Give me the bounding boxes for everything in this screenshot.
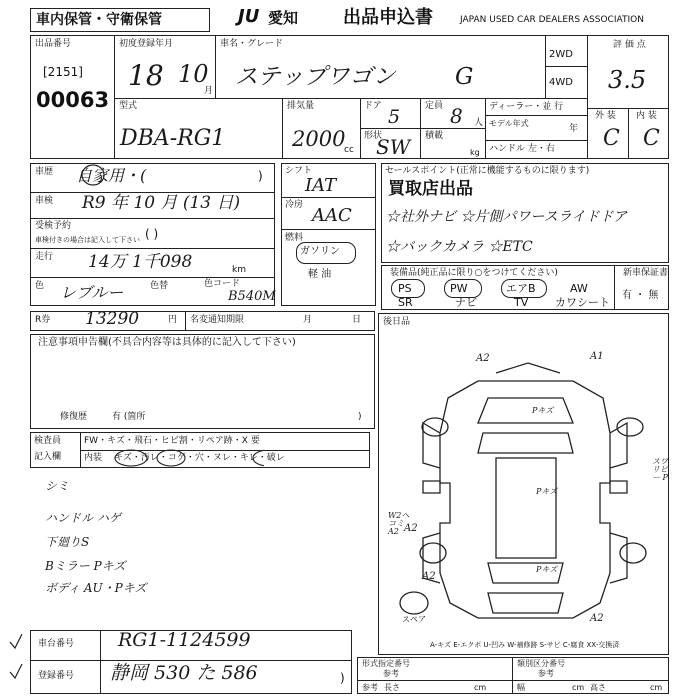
equip-pw: PW bbox=[450, 282, 468, 295]
score-label: 評 価 点 bbox=[613, 40, 646, 50]
history-circle-mark bbox=[80, 163, 106, 187]
chassis-value: RG1-1124599 bbox=[118, 629, 251, 651]
car-name-value: ステップワゴン bbox=[235, 64, 396, 90]
displacement-unit: cc bbox=[344, 145, 354, 155]
length-unit: cm bbox=[474, 683, 487, 692]
inspector-exterior-row: FW・キズ・飛石・ヒビ割・リペア跡・X 要 bbox=[84, 436, 260, 446]
sales-point-label: セールスポイント(正常に機能するものに限ります) bbox=[385, 166, 590, 176]
lot-label: 出品番号 bbox=[35, 39, 72, 49]
aircon-value: AAC bbox=[312, 205, 352, 226]
check-marks bbox=[6, 632, 26, 690]
history-value: 自家用・( bbox=[76, 166, 147, 185]
diagram-a2-bottom-right: A2 bbox=[590, 613, 604, 624]
diagram-spare-label: スペア bbox=[402, 615, 426, 624]
recycle-value: 13290 bbox=[85, 309, 140, 329]
equip-ps: PS bbox=[398, 282, 412, 295]
history-label: 車歴 bbox=[35, 167, 54, 177]
exterior-label: 外 装 bbox=[595, 111, 616, 121]
inspector-label: 検査員 bbox=[34, 436, 62, 446]
repair-close: ) bbox=[358, 412, 362, 422]
dealer-label: ディーラー・並 行 bbox=[489, 102, 564, 112]
inspection-label: 車検 bbox=[35, 196, 54, 206]
capacity-value: 8 bbox=[450, 104, 463, 128]
repair-label: 修復歴 bbox=[60, 412, 88, 422]
inspector-interior-label: 内装 bbox=[84, 453, 103, 463]
ju-logo: JU bbox=[238, 6, 260, 27]
car-name-label: 車名・グレード bbox=[220, 39, 284, 49]
class-ref: 参考 bbox=[538, 669, 554, 678]
inspector-circle-marks bbox=[114, 448, 264, 468]
type-designation-label: 形式指定番号 bbox=[362, 659, 410, 668]
warranty-value: 有 ・ 無 bbox=[622, 290, 659, 301]
notice-month: 月 bbox=[303, 315, 313, 325]
diagram-right-side-note: スワリピー P bbox=[652, 457, 668, 482]
sheet-title: 出品申込書 bbox=[343, 7, 433, 28]
notice-day: 日 bbox=[352, 315, 362, 325]
diagram-legend: A-キズ E-エクボ U-凹み W-補修跡 S-サビ C-腐食 XX-交換済 bbox=[430, 641, 620, 649]
displacement-value: 2000 bbox=[292, 127, 346, 151]
shape-label: 形状 bbox=[364, 131, 383, 141]
inspection-value: R9 年 10 月 (13 日) bbox=[82, 193, 241, 213]
storage-label: 車内保管・守衛保管 bbox=[36, 12, 162, 28]
equip-airbag: エアB bbox=[506, 282, 536, 295]
fuel-light-oil: 軽 油 bbox=[308, 269, 332, 280]
remark-line-5: ボディ AU・Pキズ bbox=[45, 581, 147, 595]
interior-label: 内 装 bbox=[636, 111, 657, 121]
sales-point-line1: ☆社外ナビ ☆片側パワースライドドア bbox=[386, 209, 627, 225]
chassis-label: 車台番号 bbox=[38, 639, 75, 649]
notice-label: 名変通知期限 bbox=[190, 315, 245, 325]
height-unit: cm bbox=[650, 683, 663, 692]
fuel-label: 燃料 bbox=[285, 233, 304, 243]
diagram-a2-bottom-left: A2 bbox=[422, 571, 436, 582]
diagram-a1-top-right: A1 bbox=[590, 351, 604, 362]
drive-4wd: 4WD bbox=[549, 77, 573, 88]
sales-point-headline: 買取店出品 bbox=[388, 179, 473, 199]
shift-label: シフト bbox=[285, 166, 313, 176]
door-label: ドア bbox=[364, 101, 382, 111]
type-ref: 参考 bbox=[383, 669, 399, 678]
car-outline-diagram bbox=[378, 313, 669, 655]
shape-value: SW bbox=[376, 135, 411, 159]
equip-leather-seat: カワシート bbox=[555, 296, 610, 309]
model-year-label: モデル年式 bbox=[489, 119, 529, 128]
lot-number: 00063 bbox=[36, 88, 110, 112]
association-english: JAPAN USED CAR DEALERS ASSOCIATION bbox=[460, 15, 644, 25]
recycle-label: R券 bbox=[35, 315, 51, 325]
first-reg-month: 10 bbox=[178, 60, 209, 88]
diagram-side-note-left: W2ヘコミ A2 bbox=[388, 511, 410, 536]
rear-label: 後日品 bbox=[383, 317, 411, 327]
remark-line-2: ハンドル ハゲ bbox=[45, 511, 121, 525]
sales-point-line2: ☆バックカメラ ☆ETC bbox=[386, 239, 533, 255]
receipt-paren: ( ) bbox=[145, 227, 159, 241]
model-label: 型式 bbox=[119, 101, 138, 111]
year-unit: 年 bbox=[569, 124, 579, 134]
color-code-value: B540M bbox=[228, 289, 276, 304]
dim-ref: 参考 bbox=[362, 683, 378, 692]
registration-close: ) bbox=[340, 671, 345, 685]
receipt-label: 受検予約 bbox=[35, 221, 72, 231]
equipment-label: 装備品(純正品に限り○をつけてください) bbox=[390, 268, 558, 278]
diagram-a2-mid-left: A2 bbox=[404, 523, 418, 534]
drive-2wd: 2WD bbox=[549, 49, 573, 60]
mileage-value: 14万 1千098 bbox=[88, 252, 193, 272]
color-label: 色 bbox=[35, 281, 45, 291]
load-unit: kg bbox=[470, 148, 480, 157]
capacity-label: 定員 bbox=[425, 101, 444, 111]
equip-navi: ナビ bbox=[455, 296, 477, 309]
fuel-gasoline: ガソリン bbox=[300, 246, 340, 257]
registration-label: 登録番号 bbox=[38, 671, 75, 681]
recycle-unit: 円 bbox=[168, 315, 178, 325]
color-code-label: 色コード bbox=[204, 279, 241, 289]
first-reg-year: 18 bbox=[128, 59, 164, 92]
exterior-grade: C bbox=[603, 126, 620, 151]
width-unit: cm bbox=[572, 683, 585, 692]
color-value: レブルー bbox=[60, 283, 124, 302]
diagram-pkizu-bottom: Pキズ bbox=[536, 565, 558, 574]
interior-grade: C bbox=[643, 126, 660, 151]
height-label: 高さ bbox=[590, 683, 606, 692]
association-label: 愛知 bbox=[268, 9, 299, 27]
ps-circle-mark bbox=[391, 279, 425, 298]
door-value: 5 bbox=[388, 106, 401, 128]
history-close: ) bbox=[258, 169, 263, 183]
shift-value: IAT bbox=[305, 175, 337, 196]
mileage-label: 走行 bbox=[35, 252, 54, 262]
score-value: 3.5 bbox=[608, 66, 647, 94]
load-label: 積載 bbox=[425, 131, 444, 141]
receipt-note: 車検付きの場合は記入して下さい bbox=[35, 236, 140, 244]
displacement-label: 排気量 bbox=[287, 101, 315, 111]
aircon-label: 冷房 bbox=[285, 200, 304, 210]
month-unit: 月 bbox=[204, 86, 214, 96]
mileage-unit: km bbox=[232, 265, 246, 275]
diagram-pkizu-top: Pキズ bbox=[532, 406, 554, 415]
capacity-unit: 人 bbox=[474, 118, 484, 128]
registration-value: 静岡 530 た 586 bbox=[110, 662, 258, 684]
remark-line-4: Bミラー Pキズ bbox=[45, 559, 126, 573]
equip-sr: SR bbox=[398, 296, 413, 309]
equip-aw: AW bbox=[570, 282, 588, 295]
remark-line-1: シミ bbox=[45, 479, 70, 493]
first-reg-label: 初度登録年月 bbox=[119, 39, 174, 49]
airbag-circle-mark bbox=[501, 279, 547, 298]
pw-circle-mark bbox=[444, 279, 482, 298]
color-change-label: 色替 bbox=[150, 281, 169, 291]
warranty-label: 新車保証書 bbox=[623, 268, 669, 278]
notes-label: 注意事項申告欄(不具合内容等は具体的に記入して下さい) bbox=[38, 337, 296, 348]
model-value: DBA-RG1 bbox=[120, 126, 226, 151]
length-label: 長さ bbox=[384, 683, 400, 692]
repair-value: 有 (箇所 bbox=[112, 412, 146, 422]
class-label: 類別区分番号 bbox=[517, 659, 565, 668]
diagram-a2-top-left: A2 bbox=[476, 353, 490, 364]
grade-value: G bbox=[455, 64, 474, 90]
remark-line-3: 下廻りS bbox=[45, 535, 90, 549]
width-label: 幅 bbox=[517, 683, 525, 692]
handle-label: ハンドル 左・右 bbox=[489, 144, 555, 154]
lot-sub: [2151] bbox=[43, 65, 83, 79]
inspector-interior-row: キズ・汚レ・コゲ・穴・ヌレ・キレ・破レ bbox=[114, 453, 285, 463]
diagram-pkizu-center: Pキズ bbox=[536, 487, 558, 496]
inspector-entry-label: 記入欄 bbox=[34, 452, 62, 462]
equip-tv: TV bbox=[514, 296, 529, 309]
